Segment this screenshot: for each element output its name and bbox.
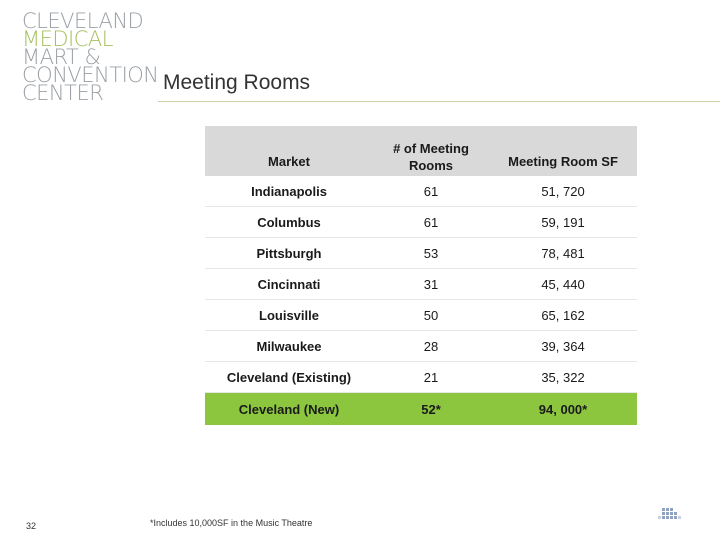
- logo-line-1: CLEVELAND: [22, 9, 144, 33]
- market-cell: Cincinnati: [205, 269, 373, 300]
- sf-cell: 65, 162: [489, 300, 637, 331]
- title-divider: [158, 101, 720, 102]
- table-row: [205, 362, 637, 393]
- logo: [22, 9, 159, 105]
- market-cell: Cleveland (Existing): [205, 362, 373, 393]
- table-row: [205, 331, 637, 362]
- rooms-cell: 31: [373, 269, 489, 300]
- rooms-cell: 52*: [373, 393, 489, 426]
- market-cell: Columbus: [205, 207, 373, 238]
- sf-cell: 78, 481: [489, 238, 637, 269]
- table-row: [205, 300, 637, 331]
- logo-line-5: CENTER: [22, 81, 104, 105]
- market-cell: Milwaukee: [205, 331, 373, 362]
- rooms-cell: 53: [373, 238, 489, 269]
- rooms-cell: 50: [373, 300, 489, 331]
- header-rooms: # of Meeting Rooms: [373, 126, 489, 176]
- brand-logo-icon: [654, 506, 690, 536]
- table-row: [205, 176, 637, 207]
- rooms-cell: 61: [373, 207, 489, 238]
- page-number: 32: [26, 521, 37, 531]
- logo-line-3: MART &: [22, 45, 101, 69]
- logo-line-4: CONVENTION: [22, 63, 159, 87]
- sf-cell: 59, 191: [489, 207, 637, 238]
- table-row: [205, 269, 637, 300]
- sf-cell: 39, 364: [489, 331, 637, 362]
- table-header-row: [205, 126, 637, 176]
- table-row: [205, 207, 637, 238]
- header-sf: Meeting Room SF: [489, 126, 637, 176]
- page-title: Meeting Rooms: [163, 71, 311, 94]
- rooms-cell: 61: [373, 176, 489, 207]
- sf-cell: 51, 720: [489, 176, 637, 207]
- rooms-cell: 21: [373, 362, 489, 393]
- sf-cell: 94, 000*: [489, 393, 637, 426]
- market-cell: Cleveland (New): [205, 393, 373, 426]
- rooms-cell: 28: [373, 331, 489, 362]
- meeting-rooms-table: [205, 126, 637, 425]
- logo-line-2: MEDICAL: [22, 27, 113, 51]
- market-cell: Pittsburgh: [205, 238, 373, 269]
- table-row-highlighted: [205, 393, 637, 426]
- sf-cell: 35, 322: [489, 362, 637, 393]
- sf-cell: 45, 440: [489, 269, 637, 300]
- table-row: [205, 238, 637, 269]
- header-market: Market: [205, 126, 373, 176]
- market-cell: Louisville: [205, 300, 373, 331]
- footnote: *Includes 10,000SF in the Music Theatre: [150, 518, 313, 528]
- market-cell: Indianapolis: [205, 176, 373, 207]
